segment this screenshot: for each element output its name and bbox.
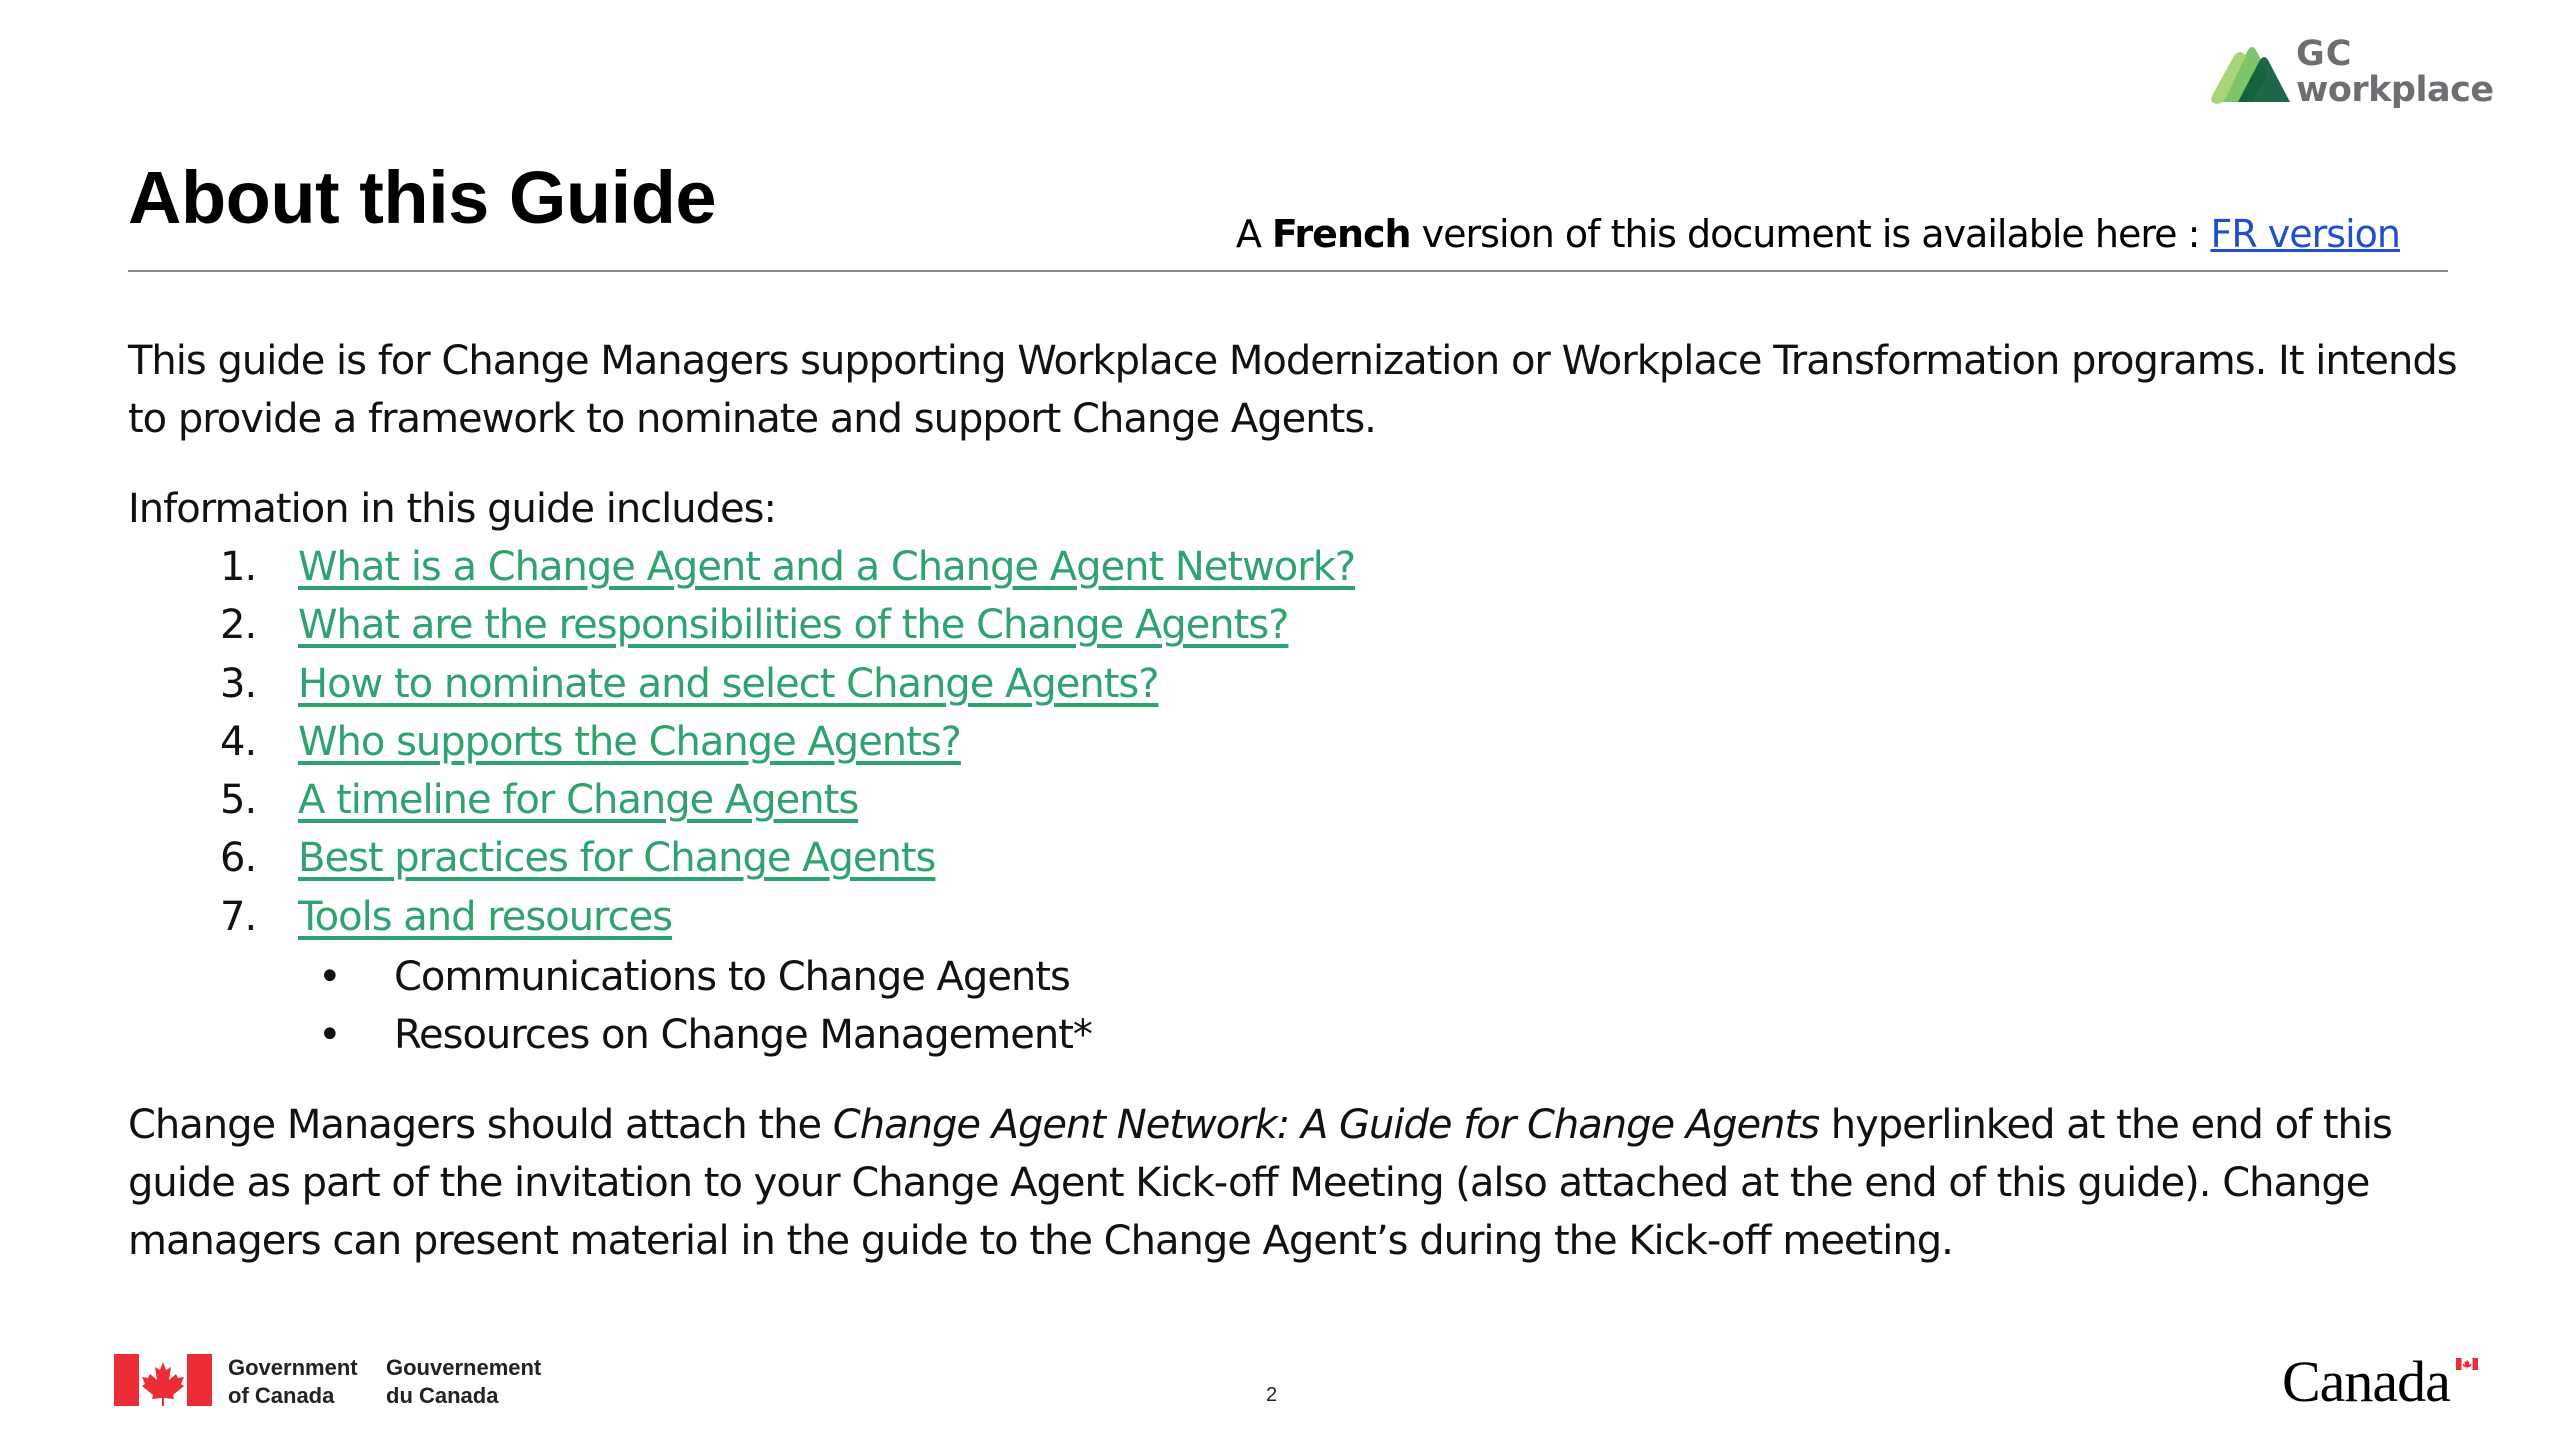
toc-link-what-is-change-agent[interactable]: What is a Change Agent and a Change Agent Network? [298,544,1356,590]
toc-link-who-supports[interactable]: Who supports the Change Agents? [298,718,961,765]
toc-item [220,713,1355,771]
logo-gc-text: GC [2296,34,2353,74]
toc-number: 1. [220,544,257,590]
toc-number: 7. [220,893,257,940]
toc-item [220,771,1355,829]
closing-part1: Change Managers should attach the [128,1102,833,1148]
french-version-note [1236,212,2400,256]
toc-link-tools-resources[interactable]: Tools and resources [298,893,673,940]
gov-en-line2: of Canada [228,1383,335,1408]
toc-link-nominate-select[interactable]: How to nominate and select Change Agents? [298,660,1159,707]
toc-item [220,655,1355,713]
canada-flag-icon [114,1354,212,1406]
bullet-icon: • [318,954,341,1000]
gc-workplace-logo [2208,34,2494,114]
closing-guide-title: Change Agent Network: A Guide for Change Agents [832,1102,1820,1148]
logo-workplace-text: workplace [2296,70,2494,110]
toc-number: 5. [220,777,257,824]
closing-part2: hyperlinked at the end of this guide as part of the invitation to your Change Agent Kick-off Meeting (also attached at the end of this guide). Change managers can present material in the guide to the Change Agent’s during the Kick-off meeting. [128,1102,2392,1264]
gc-workplace-logo-text [2296,36,2494,108]
toc-number: 6. [220,835,257,882]
fr-version-link[interactable]: FR version [2210,212,2400,256]
toc-link-timeline[interactable]: A timeline for Change Agents [298,777,859,824]
bullet-icon: • [318,1012,341,1058]
toc-number: 2. [220,602,257,649]
toc-number: 4. [220,718,257,765]
table-of-contents [220,538,1355,946]
canada-wordmark-flag-icon [2456,1358,2478,1370]
sub-item-label: Resources on Change Management* [394,1012,1092,1058]
toc-link-responsibilities[interactable]: What are the responsibilities of the Change Agents? [298,602,1289,649]
french-note-suffix: version of this document is available here : [1410,212,2211,256]
intro-paragraph: This guide is for Change Managers supporting Workplace Modernization or Workplace Transformation programs. It intends to provide a framework to nominate and support Change Agents. [128,338,2457,442]
toc-item [220,538,1355,596]
toc-item [220,829,1355,887]
tools-sub-list [318,948,1092,1064]
page-number: 2 [1266,1384,1278,1406]
sub-item-label: Communications to Change Agents [394,954,1070,1000]
toc-item [220,596,1355,654]
gov-fr-line2: du Canada [386,1383,499,1408]
list-item [318,1006,1092,1064]
toc-item [220,888,1355,946]
gov-en-line1: Government [228,1355,358,1380]
canada-wordmark: Canada [2282,1349,2450,1414]
french-note-prefix: A [1235,212,1272,256]
closing-paragraph [128,1096,2458,1270]
page-title: About this Guide [128,156,717,239]
gouvernement-du-canada-text [386,1354,541,1410]
title-divider [128,270,2448,272]
toc-number: 3. [220,660,257,707]
gc-workplace-logo-mark-icon [2208,42,2292,108]
government-of-canada-text [228,1354,358,1410]
list-item [318,948,1092,1006]
info-label: Information in this guide includes: [128,486,776,532]
gov-fr-line1: Gouvernement [386,1355,542,1380]
french-note-bold: French [1271,212,1411,256]
toc-link-best-practices[interactable]: Best practices for Change Agents [298,835,936,882]
